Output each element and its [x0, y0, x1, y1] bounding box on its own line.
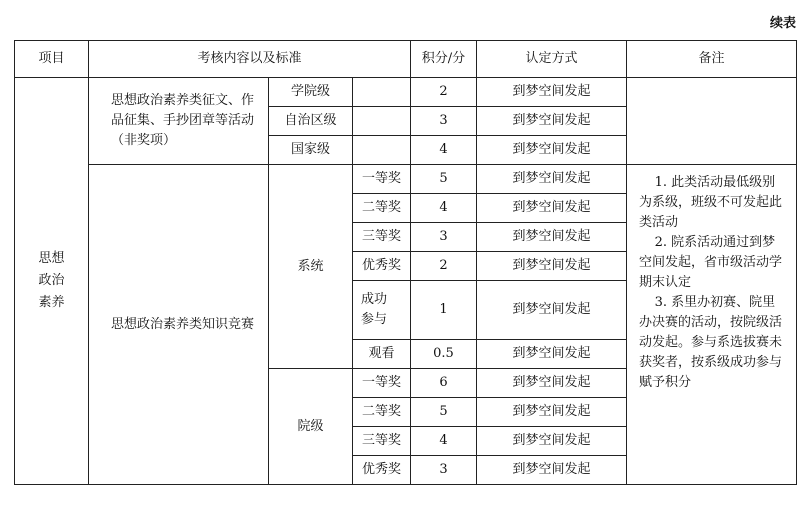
award-cell: 三等奖: [353, 223, 411, 252]
method-cell: 到梦空间发起: [477, 340, 627, 369]
method-cell: 到梦空间发起: [477, 252, 627, 281]
points-cell: 4: [411, 427, 477, 456]
remarks-empty-cell: [627, 78, 797, 165]
method-cell: 到梦空间发起: [477, 456, 627, 485]
empty-cell: [353, 78, 411, 107]
award-cell: 一等奖: [353, 369, 411, 398]
points-cell: 3: [411, 223, 477, 252]
method-cell: 到梦空间发起: [477, 136, 627, 165]
method-cell: 到梦空间发起: [477, 427, 627, 456]
remark-item: 1. 此类活动最低级别为系级，班级不可发起此类活动: [639, 175, 783, 230]
method-cell: 到梦空间发起: [477, 223, 627, 252]
points-cell: 1: [411, 281, 477, 340]
project-name: 思想政治素养: [38, 251, 65, 310]
award-cell: 二等奖: [353, 398, 411, 427]
group-level: 系统: [269, 165, 353, 369]
method-cell: 到梦空间发起: [477, 398, 627, 427]
remark-item: 2. 院系活动通过到梦空间发起，省市级活动学期末认定: [639, 235, 783, 290]
table-row: [15, 165, 797, 194]
remark-item: 3. 系里办初赛、院里办决赛的活动，按院级活动发起。参与系选拔赛未获奖者，按系级成功参与赋予积分: [639, 295, 783, 390]
project-cell: [15, 78, 89, 485]
section2-title: 思想政治素养类知识竞赛: [89, 165, 269, 485]
method-cell: 到梦空间发起: [477, 281, 627, 340]
award-cell: 观看: [353, 340, 411, 369]
empty-cell: [353, 136, 411, 165]
award-cell: 优秀奖: [353, 456, 411, 485]
points-cell: 5: [411, 165, 477, 194]
points-cell: 0.5: [411, 340, 477, 369]
points-cell: 3: [411, 107, 477, 136]
points-cell: 6: [411, 369, 477, 398]
points-cell: 2: [411, 78, 477, 107]
award-cell: 三等奖: [353, 427, 411, 456]
group-level: 院级: [269, 369, 353, 485]
header-points: 积分/分: [411, 41, 477, 78]
continued-label: 续表: [769, 16, 796, 31]
award-cell: 二等奖: [353, 194, 411, 223]
header-method: 认定方式: [477, 41, 627, 78]
method-cell: 到梦空间发起: [477, 107, 627, 136]
points-cell: 2: [411, 252, 477, 281]
method-cell: 到梦空间发起: [477, 369, 627, 398]
points-cell: 3: [411, 456, 477, 485]
header-content: 考核内容以及标准: [89, 41, 411, 78]
points-cell: 4: [411, 136, 477, 165]
method-cell: 到梦空间发起: [477, 194, 627, 223]
header-project: 项目: [15, 41, 89, 78]
points-cell: 5: [411, 398, 477, 427]
empty-cell: [353, 107, 411, 136]
assessment-table: [14, 40, 797, 485]
table-row: [15, 78, 797, 107]
section1-level: 自治区级: [269, 107, 353, 136]
section1-title: 思想政治素养类征文、作品征集、手抄团章等活动（非奖项）: [89, 78, 269, 165]
section1-level: 国家级: [269, 136, 353, 165]
points-cell: 4: [411, 194, 477, 223]
header-remarks: 备注: [627, 41, 797, 78]
method-cell: 到梦空间发起: [477, 78, 627, 107]
award-cell: 一等奖: [353, 165, 411, 194]
header-row: [15, 41, 797, 78]
method-cell: 到梦空间发起: [477, 165, 627, 194]
award-cell: 成功参与: [353, 281, 411, 340]
section1-level: 学院级: [269, 78, 353, 107]
award-cell: 优秀奖: [353, 252, 411, 281]
remarks-cell: [627, 165, 797, 485]
